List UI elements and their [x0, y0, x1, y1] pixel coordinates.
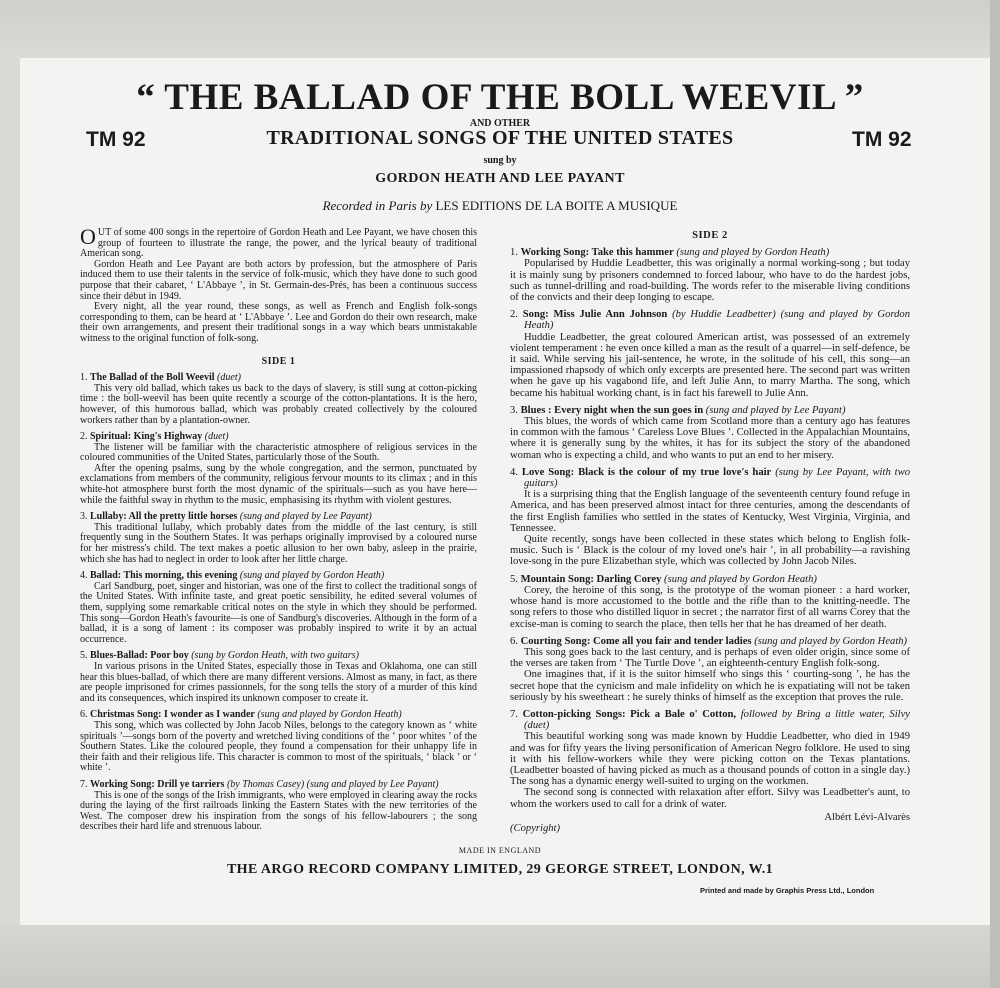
track-description: Huddie Leadbetter, the great coloured American artist, was possessed of an extremely violent temperament : he even once killed a man as the result of a quarrel—in self-defence, be it said. While serving his jail-sentence, he wrote, in the solitude of his cell, this song—an impassioned rhapsody of which only excerpts are presented here. The second part was written when he gave up his vagabond life, and left Julie Ann, to marry Martha. The song, which became his habitual working chant, is in fact his farewell to Julie Ann.: [510, 331, 910, 399]
side-2-track-notes: [510, 247, 910, 810]
notes-author-signature: Albért Lévi-Alvarès: [824, 811, 910, 823]
track-description: This is one of the songs of the Irish immigrants, who were employed in clearing away the rocks during the laying of the first railroads linking the Eastern States with the new territories of the West. The composer drew his inspiration from the songs of his fellow-labourers ; the song describes their hard life and strenuous labour.: [80, 789, 477, 833]
track-credit: followed by Bring a little water, Silvy (duet): [524, 708, 911, 732]
side-2-heading: SIDE 2: [692, 230, 728, 241]
recorded-prefix: Recorded in Paris by: [322, 198, 433, 213]
track-description: The listener will be familiar with the characteristic atmosphere of religious services in the coloured communities of the United States, particularly those of the South.: [80, 441, 477, 464]
track-number: 3.: [510, 404, 518, 416]
track-credit: (sung by Gordon Heath, with two guitars): [191, 650, 359, 662]
catalogue-number-right: TM 92: [852, 128, 912, 151]
track-description: In various prisons in the United States, especially those in Texas and Oklahoma, one can still hear this blues-ballad, of which there are many different versions. Almost as many, in fact, as there are people imprisoned for crimes passionnels, for the song tells the story of a murder of this kind and its consequences, which inspired its unknown composer to create it.: [80, 660, 477, 704]
track-description: The second song is connected with relaxation after effort. Silvy was Leadbetter's aunt, to whom the workers used to call for a drink of water.: [510, 787, 910, 810]
track-title: Love Song: Black is the colour of my true love's hair: [521, 466, 772, 478]
intro-paragraph-2: Gordon Heath and Lee Payant are both actors by profession, but the atmosphere of Paris induced them to use their talents in the service of folk-music, which they have done to such good purpose that their cabaret, ‘ L'Abbaye ’, in St. Germain-des-Prés, has been a continuous success since their début in 1949.: [80, 258, 477, 302]
track-title: Mountain Song: Darling Corey: [520, 573, 662, 585]
track-number: 5.: [80, 650, 88, 662]
track-credit: (sung by Lee Payant, with two guitars): [524, 466, 910, 490]
track-number: 2.: [510, 309, 518, 321]
performers: GORDON HEATH AND LEE PAYANT: [375, 171, 625, 186]
track-heading: [80, 780, 477, 791]
track-title: Working Song: Drill ye tarriers: [90, 778, 225, 790]
left-column: [80, 224, 477, 833]
track-description: Corey, the heroine of this song, is the prototype of the woman pioneer : a hard worker, whose hand is more accustomed to the bottle and the rifle than to the knitting-needle. The song refers to those who distilled liquor in secret ; the narrator first of all warns Corey that the excise-man is coming to search the place, then tells her that he has dreamed of her death.: [510, 584, 910, 630]
recorded-label: LES EDITIONS DE LA BOITE A MUSIQUE: [435, 198, 678, 213]
sleeve-bottom-edge: [0, 925, 1000, 988]
track-description: This very old ballad, which takes us back to the days of slavery, is still sung at cotton-picking time : the boll-weevil has been quite recently a scourge of the cotton-plantations. It is the hero, however, of this humorous ballad, which was probably created collectively by the coloured workers rather than by a plantation-owner.: [80, 382, 477, 426]
track-credit: (by Thomas Casey) (sung and played by Lee Payant): [226, 778, 439, 790]
track-description: This song, which was collected by John Jacob Niles, belongs to the category known as ‘ white spirituals ’—songs born of the poverty and wretched living conditions of the ‘ poor whites ’ of the Southern States. Like the coloured people, they found a compensation for their unhappy life in their faith and their religious life. This character is common to most of the spirituals, ‘ black ’ or ‘ white ’.: [80, 719, 477, 774]
track-number: 6.: [510, 635, 518, 647]
catalogue-number-left: TM 92: [86, 128, 146, 151]
track-credit: (duet): [217, 372, 241, 384]
track-heading: [510, 709, 910, 731]
intro-paragraph-1: OUT of some 400 songs in the repertoire of Gordon Heath and Lee Payant, we have chosen this group of fourteen to illustrate the range, the power, and the lyrical beauty of traditional American song.: [80, 224, 477, 260]
and-other-label: AND OTHER: [469, 118, 531, 129]
track-title: Song: Miss Julie Ann Johnson: [522, 309, 668, 321]
track-description: This beautiful working song was made known by Huddie Leadbetter, who died in 1949 and was for fifty years the living personification of American Negro folklore. He used to sing it with his fellow-workers while they were picking cotton on the Texas plantations. (Leadbetter boasted of having picked as much as a thousand pounds of cotton in a single day.) The song has a dynamic energy well-suited to urging on the workmen.: [510, 731, 910, 788]
track-credit: (sung and played by Gordon Heath): [754, 635, 908, 647]
track-title: Christmas Song: I wonder as I wander: [90, 709, 255, 721]
track-title: Cotton-picking Songs: Pick a Bale o' Cotton,: [522, 708, 737, 720]
track-heading: [510, 636, 910, 647]
side-1-heading: SIDE 1: [261, 355, 296, 367]
drop-cap: O: [80, 224, 96, 249]
track-credit: (sung and played by Gordon Heath): [676, 247, 830, 259]
copyright-notice: (Copyright): [510, 822, 561, 834]
intro-paragraph-3: Every night, all the year round, these songs, as well as French and English folk-songs corresponding to them, can be heard at ‘ L'Abbaye ’. Lee and Gordon do their own research, make their own arrangements, and present their traditional songs in a way which bears unmistakable witness to the original function of folk-song.: [80, 301, 477, 344]
track-heading: [510, 309, 910, 331]
track-description: Carl Sandburg, poet, singer and historian, was one of the first to collect the traditional songs of the United States. With infinite taste, and great poetic sensibility, he edited several volumes of them, supplying some remarkable critical notes on the style in which they should be performed. This song—Gordon Heath's favourite—is one of Sandburg's discoveries. Although in the form of a ballad, it is a song of lament : its composer was probably inspired to write it by an actual occurrence.: [80, 580, 477, 645]
track-credit: (sung and played by Gordon Heath): [239, 570, 385, 582]
track-number: 1.: [80, 372, 88, 384]
track-heading: [510, 405, 910, 416]
track-number: 7.: [80, 778, 88, 790]
album-subtitle: TRADITIONAL SONGS OF THE UNITED STATES: [266, 127, 734, 149]
track-number: 1.: [510, 247, 518, 259]
track-title: Spiritual: King's Highway: [90, 431, 203, 443]
track-description: This traditional lullaby, which probably dates from the middle of the last century, is still frequently sung in the Southern States. It was perhaps originally improvised by a coloured nurse for her mistress's child. The text makes a poetic allusion to her own baby, asleep in the prairie, which she has had to neglect in order to look after her little charge.: [80, 521, 477, 565]
track-heading: [510, 467, 910, 489]
track-number: 4.: [80, 570, 88, 582]
track-title: Courting Song: Come all you fair and tender ladies: [520, 635, 752, 647]
track-credit: (duet): [204, 431, 229, 443]
track-description: This blues, the words of which came from Scotland more than a century ago has features in common with the famous ‘ Careless Love Blues ’. Collected in the Appalachian Mountains, where it is generally sung by the whites, it has for its subject the story of the abandoned woman who is expecting a child, and who wants to put an end to her misery.: [510, 416, 910, 461]
track-description: It is a surprising thing that the English language of the seventeenth century found refuge in America, and has been preserved almost intact for three centuries, among the descendants of the first English families who settled in the states of Kentucky, West Virginia, Virginia, and Tennessee.: [510, 489, 910, 534]
track-description: This song goes back to the last century, and is perhaps of even older origin, since some of the verses are taken from ‘ The Turtle Dove ’, an eighteenth-century English folk-song.: [510, 646, 910, 670]
record-company-address: THE ARGO RECORD COMPANY LIMITED, 29 GEORGE STREET, LONDON, W.1: [226, 862, 774, 877]
sung-by-label: sung by: [483, 155, 517, 166]
track-title: Blues-Ballad: Poor boy: [90, 650, 189, 662]
track-credit: (sung and played by Lee Payant): [705, 404, 846, 416]
track-title: Ballad: This morning, this evening: [90, 570, 238, 582]
track-heading: [510, 247, 910, 258]
track-description: Popularised by Huddie Leadbetter, this was originally a normal working-song ; but today it is mainly sung by prisoners condemned to forced labour, who have to do the hardest jobs, such as tunnel-drilling and road-building. The words refer to the miserable living conditions of the convicts and their deep longing to escape.: [510, 258, 910, 304]
track-credit: (sung and played by Gordon Heath): [257, 709, 402, 721]
track-description: One imagines that, if it is the suitor himself who sings this ‘ courting-song ’, he has the secret hope that the cynicism and male infidelity on which he is expatiating will not be taken seriously by his sweetheart : he surely thinks of himself as the exception that proves the rule.: [510, 669, 910, 703]
track-description: After the opening psalms, sung by the whole congregation, and the sermon, punctuated by exclamations from members of the community, religious fervour mounts to its climax ; and in this white-hot atmosphere burst forth the most dynamic of the spirituals—such as you have here—while the faithful sway in rhythm to the music, emphasising its rhythm with violent gestures.: [80, 462, 477, 506]
track-title: Lullaby: All the pretty little horses: [90, 511, 238, 523]
track-heading: [510, 574, 910, 585]
track-number: 3.: [80, 511, 88, 523]
track-number: 2.: [80, 431, 88, 443]
track-number: 5.: [510, 573, 518, 585]
track-number: 4.: [510, 466, 518, 478]
made-in-england: MADE IN ENGLAND: [458, 846, 542, 855]
track-number: 7.: [510, 708, 518, 720]
track-description: Quite recently, songs have been collected in these states which belong to English folk-music. Such is ‘ Black is the colour of my loved one's hair ’, in all probability—a ravishing love-song in the pure Elizabethan style, which was collected by John Jacob Niles.: [510, 534, 910, 568]
side-1-track-notes: [80, 373, 477, 833]
track-credit: (sung and played by Gordon Heath): [664, 573, 817, 585]
track-credit: (sung and played by Lee Payant): [239, 511, 372, 523]
right-column: [510, 230, 910, 834]
track-credit: (by Huddie Leadbetter) (sung and played by Gordon Heath): [524, 309, 910, 332]
track-title: Working Song: Take this hammer: [520, 247, 674, 259]
printer-credit: Printed and made by Graphis Press Ltd., London: [700, 886, 875, 895]
track-title: Blues : Every night when the sun goes in: [520, 404, 704, 416]
album-title: “ THE BALLAD OF THE BOLL WEEVIL ”: [136, 77, 864, 118]
track-title: The Ballad of the Boll Weevil: [90, 372, 215, 384]
track-number: 6.: [80, 709, 88, 721]
recorded-credit: [0, 198, 1000, 214]
sleeve-top-edge: [0, 0, 1000, 58]
